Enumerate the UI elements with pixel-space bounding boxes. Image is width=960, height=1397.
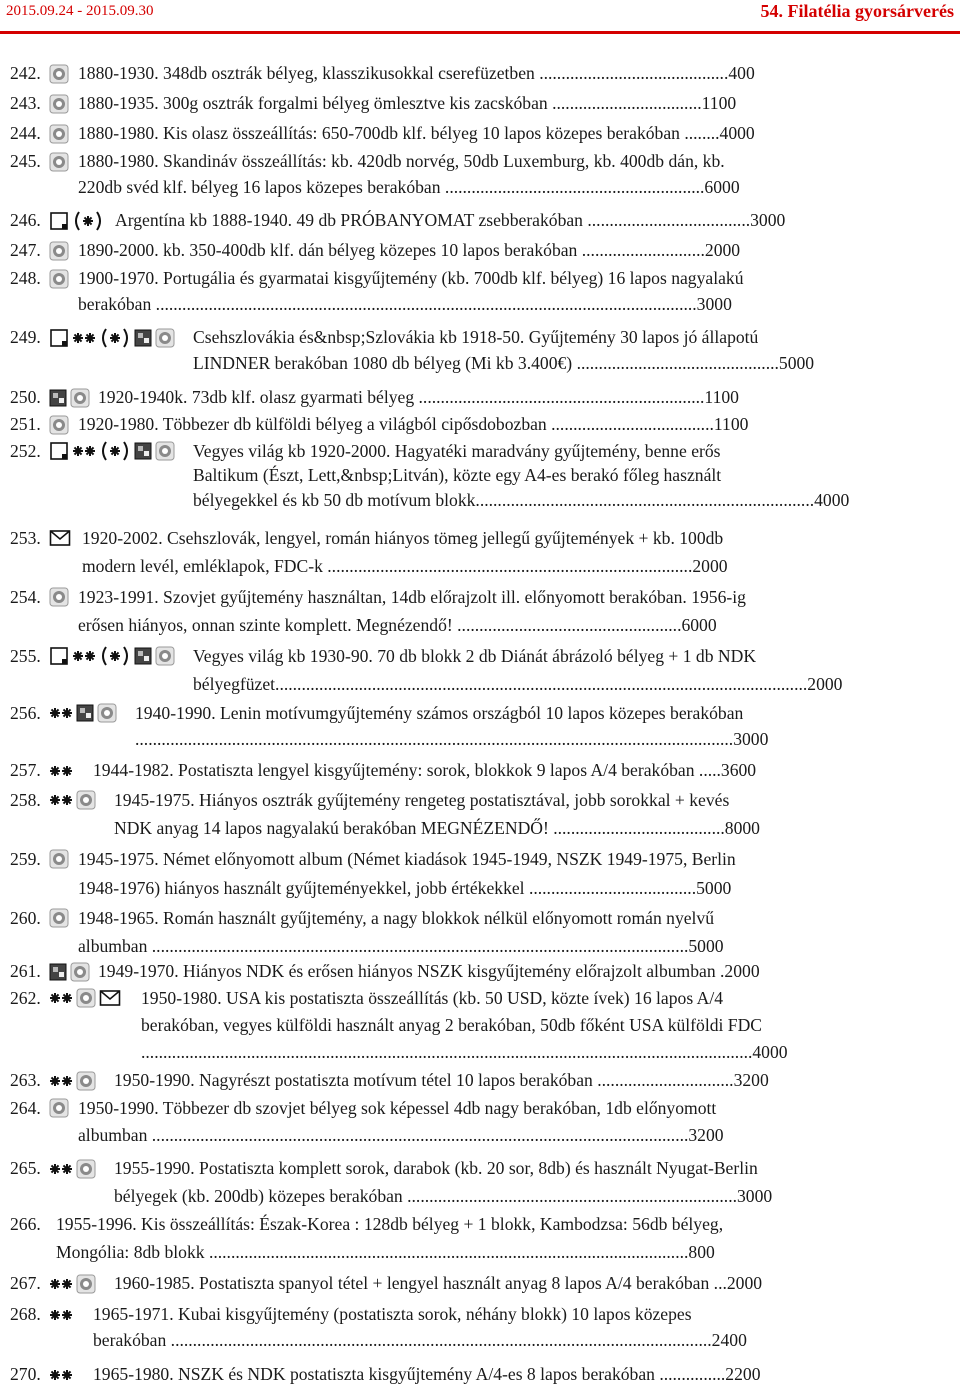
lot-icons xyxy=(49,642,175,671)
lot-description-line: Csehszlovákia és&nbsp;Szlovákia kb 1918-50. Gyűjtemény 30 lapos jó állapotú xyxy=(193,327,759,348)
lot-description-line: erősen hiányos, onnan szinte komplett. Megnézendő! ...................................................6000 xyxy=(78,615,717,636)
lot-description-line: berakóban ...........................................................................................................................2400 xyxy=(93,1329,747,1350)
lot-number: 242. xyxy=(10,63,41,84)
small-block-icon xyxy=(49,389,67,407)
lot-icons xyxy=(49,1095,69,1122)
used-stamp-icon xyxy=(49,849,69,869)
lot-description-line: 1944-1982. Postatiszta lengyel kisgyűjtemény: sorok, blokkok 9 lapos A/4 berakóban .....3600 xyxy=(93,760,757,781)
lot-description-line: bélyegekkel és kb 50 db motívum blokk.............................................................................4000 xyxy=(193,489,850,510)
lot-description-line: 1940-1990. Lenin motívumgyűjtemény számos országból 10 lapos közepes berakóban xyxy=(135,703,744,723)
star-in-brackets-icon xyxy=(99,645,131,667)
used-stamp-icon xyxy=(49,241,69,261)
lot-icons xyxy=(49,786,96,815)
lot-description-line: 1965-1971. Kubai kisgyűjtemény (postatiszta sorok, néhány blokk) 10 lapos közepes xyxy=(93,1304,692,1325)
lot-description-line: bélyegek (kb. 200db) közepes berakóban ...........................................................................3000 xyxy=(114,1185,773,1206)
block-icon xyxy=(49,441,69,461)
lot-description-line: 1880-1980. Skandináv összeállítás: kb. 420db norvég, 50db Luxemburg, kb. 400db dán, kb. xyxy=(78,151,725,172)
lot-description-line: ........................................................................................................................................3000 xyxy=(135,729,769,749)
lot-description-line: 1880-1930. 348db osztrák bélyeg, klasszikusokkal cserefüzetben ...........................................400 xyxy=(78,63,755,84)
lot-icons xyxy=(49,61,69,87)
used-stamp-icon xyxy=(49,64,69,84)
lot-description-line: 1920-1980. Többezer db külföldi bélyeg a világból cipősdobozban .....................................1100 xyxy=(78,414,749,435)
lot-number: 248. xyxy=(10,268,41,289)
lot-description-line: 1948-1965. Román használt gyűjtemény, a nagy blokkok nélkül előnyomott román nyelvű xyxy=(78,908,715,928)
lot-description-line: 1945-1975. Német előnyomott album (Német kiadások 1945-1949, NSZK 1949-1975, Berlin xyxy=(78,848,736,869)
lot-description-line: berakóban ...........................................................................................................................3000 xyxy=(78,293,732,314)
lot-description-line: ...........................................................................................................................................4000 xyxy=(141,1041,788,1062)
lot-number: 253. xyxy=(10,527,41,548)
lot-number: 265. xyxy=(10,1158,41,1179)
small-block-icon xyxy=(134,329,152,347)
small-block-icon xyxy=(49,963,67,981)
lot-icons xyxy=(49,1302,73,1328)
used-stamp-icon xyxy=(155,328,175,348)
lot-description-line: 1950-1980. USA kis postatiszta összeállítás (kb. 50 USD, közte ívek) 16 lapos A/4 xyxy=(141,987,724,1008)
lot-description-line: 1950-1990. Többezer db szovjet bélyeg sok képessel 4db nagy berakóban, 1db előnyomott xyxy=(78,1097,717,1118)
lot-number: 247. xyxy=(10,240,41,261)
lot-icons xyxy=(49,1068,96,1094)
used-stamp-icon xyxy=(49,124,69,144)
lot-description-line: 1948-1976) hiányos használt gyűjteményekkel, jobb értékekkel ......................................5000 xyxy=(78,877,732,898)
double-star-icon xyxy=(49,1274,73,1294)
lot-number: 256. xyxy=(10,703,41,723)
lot-description-line: 1965-1980. NSZK és NDK postatiszta kisgyűjtemény A/4-es 8 lapos berakóban ...............2200 xyxy=(93,1364,761,1385)
lot-number: 264. xyxy=(10,1097,41,1118)
lot-number: 243. xyxy=(10,93,41,114)
block-icon xyxy=(49,328,69,348)
lot-number: 258. xyxy=(10,789,41,810)
lot-icons xyxy=(49,121,69,147)
lot-icons xyxy=(49,439,175,464)
lot-number: 259. xyxy=(10,848,41,869)
lot-description-line: Vegyes világ kb 1930-90. 70 db blokk 2 db Diánát ábrázoló bélyeg + 1 db NDK xyxy=(193,645,757,666)
double-star-icon xyxy=(49,1305,73,1325)
lot-icons xyxy=(49,985,121,1012)
lot-icons xyxy=(49,845,69,874)
lot-icons xyxy=(49,524,71,553)
lot-description-line: berakóban, vegyes külföldi használt anyag 2 berakóban, 50db főként USA külföldi FDC xyxy=(141,1014,763,1035)
lot-icons xyxy=(49,700,117,726)
envelope-icon xyxy=(49,529,71,547)
lot-number: 251. xyxy=(10,414,41,435)
used-stamp-icon xyxy=(49,1098,69,1118)
lot-description-line: 1900-1970. Portugália és gyarmatai kisgyűjtemény (kb. 700db klf. bélyeg) 16 lapos nagyalakú xyxy=(78,268,744,289)
used-stamp-icon xyxy=(76,1071,96,1091)
lot-icons xyxy=(49,91,69,117)
star-in-brackets-icon xyxy=(99,440,131,462)
lot-number: 244. xyxy=(10,123,41,144)
used-stamp-icon xyxy=(76,988,96,1008)
lot-number: 267. xyxy=(10,1273,41,1294)
lot-description-line: NDK anyag 14 lapos nagyalakú berakóban MEGNÉZENDŐ! .......................................8000 xyxy=(114,818,760,839)
lot-number: 254. xyxy=(10,586,41,607)
lot-description-line: 1920-2002. Csehszlovák, lengyel, román hiányos tömeg jellegű gyűjtemények + kb. 100db xyxy=(82,527,724,548)
double-star-icon xyxy=(72,328,96,348)
double-star-icon xyxy=(49,1071,73,1091)
star-in-brackets-icon xyxy=(72,210,104,232)
lot-description-line: 1920-1940k. 73db klf. olasz gyarmati bélyeg .................................................................1100 xyxy=(98,387,739,408)
double-star-icon xyxy=(72,646,96,666)
lot-icons xyxy=(49,208,104,234)
block-icon xyxy=(49,646,69,666)
lot-number: 270. xyxy=(10,1364,41,1385)
lot-icons xyxy=(49,266,69,292)
lot-description-line: 1923-1991. Szovjet gyűjtemény használtan, 14db előrajzolt ill. előnyomott berakóban. 1956-ig xyxy=(78,586,746,607)
used-stamp-icon xyxy=(70,388,90,408)
lot-description-line: Baltikum (Észt, Lett,&nbsp;Litván), közte egy A4-es berakó főleg használt xyxy=(193,465,722,486)
header-divider xyxy=(0,31,960,34)
double-star-icon xyxy=(49,1159,73,1179)
lot-description-line: 1880-1935. 300g osztrák forgalmi bélyeg ömlesztve kis zacskóban ..................................1100 xyxy=(78,93,737,114)
lot-description-line: Argentína kb 1888-1940. 49 db PRÓBANYOMAT zsebberakóban .....................................3000 xyxy=(115,210,786,231)
block-icon xyxy=(49,211,69,231)
lot-number: 257. xyxy=(10,760,41,781)
lot-icons xyxy=(49,149,69,175)
lot-icons xyxy=(49,583,69,612)
lot-icons xyxy=(49,1155,96,1183)
lot-icons xyxy=(49,1362,73,1388)
double-star-icon xyxy=(49,988,73,1008)
double-star-icon xyxy=(49,790,73,810)
lot-icons xyxy=(49,238,69,264)
lot-icons xyxy=(49,1271,96,1297)
lot-icons xyxy=(49,385,90,411)
lot-description-line: 1955-1996. Kis összeállítás: Észak-Korea : 128db bélyeg + 1 blokk, Kambodzsa: 56db bélyeg, xyxy=(56,1214,724,1235)
used-stamp-icon xyxy=(49,587,69,607)
lot-number: 252. xyxy=(10,440,41,461)
lot-number: 262. xyxy=(10,987,41,1008)
lot-number: 250. xyxy=(10,387,41,408)
lot-icons xyxy=(49,758,73,784)
lot-number: 260. xyxy=(10,908,41,928)
lot-description-line: bélyegfüzet.........................................................................................................................2000 xyxy=(193,674,843,695)
lot-number: 245. xyxy=(10,151,41,172)
lot-icons xyxy=(49,325,175,351)
lot-number: 263. xyxy=(10,1070,41,1091)
lot-description-line: modern levél, emléklapok, FDC-k ...................................................................................2000 xyxy=(82,556,728,577)
lot-description-line: 1950-1990. Nagyrészt postatiszta motívum tétel 10 lapos berakóban ...............................3200 xyxy=(114,1070,769,1091)
used-stamp-icon xyxy=(155,441,175,461)
used-stamp-icon xyxy=(49,269,69,289)
lot-description-line: Vegyes világ kb 1920-2000. Hagyatéki maradvány gyűjtemény, benne erős xyxy=(193,440,721,461)
used-stamp-icon xyxy=(155,646,175,666)
lot-number: 255. xyxy=(10,645,41,666)
used-stamp-icon xyxy=(49,908,69,928)
lot-description-line: 220db svéd klf. bélyeg 16 lapos közepes berakóban ...........................................................6000 xyxy=(78,176,740,197)
used-stamp-icon xyxy=(49,94,69,114)
lot-description-line: 1955-1990. Postatiszta komplett sorok, darabok (kb. 20 sor, 8db) és használt Nyugat-Berlin xyxy=(114,1158,758,1179)
lot-number: 249. xyxy=(10,327,41,348)
lot-icons xyxy=(49,904,69,932)
star-in-brackets-icon xyxy=(99,327,131,349)
lot-number: 261. xyxy=(10,961,41,982)
lot-description-line: Mongólia: 8db blokk .............................................................................................................800 xyxy=(56,1241,715,1262)
header-date-range: 2015.09.24 - 2015.09.30 xyxy=(6,3,154,19)
used-stamp-icon xyxy=(49,415,69,435)
lot-description-line: 1960-1985. Postatiszta spanyol tétel + lengyel használt anyag 8 lapos A/4 berakóban ...2000 xyxy=(114,1273,763,1294)
lot-description-line: albumban ..........................................................................................................................3200 xyxy=(78,1124,724,1145)
envelope-icon xyxy=(99,989,121,1007)
used-stamp-icon xyxy=(76,1159,96,1179)
small-block-icon xyxy=(134,647,152,665)
used-stamp-icon xyxy=(76,790,96,810)
lot-description-line: LINDNER berakóban 1080 db bélyeg (Mi kb 3.400€) ..............................................5000 xyxy=(193,352,815,373)
lot-description-line: 1949-1970. Hiányos NDK és erősen hiányos NSZK kisgyűjtemény előrajzolt albumban .2000 xyxy=(98,961,760,982)
double-star-icon xyxy=(49,703,73,723)
lot-number: 268. xyxy=(10,1304,41,1325)
double-star-icon xyxy=(49,1365,73,1385)
lot-icons xyxy=(49,959,90,985)
lot-description-line: 1890-2000. kb. 350-400db klf. dán bélyeg közepes 10 lapos berakóban ............................2000 xyxy=(78,240,741,261)
page-title: 54. Filatélia gyorsárverés xyxy=(760,1,954,21)
double-star-icon xyxy=(49,761,73,781)
used-stamp-icon xyxy=(97,703,117,723)
lot-description-line: 1880-1980. Kis olasz összeállítás: 650-700db klf. bélyeg 10 lapos közepes berakóban ........4000 xyxy=(78,123,755,144)
used-stamp-icon xyxy=(76,1274,96,1294)
lot-description-line: 1945-1975. Hiányos osztrák gyűjtemény rengeteg postatisztával, jobb sorokkal + kevés xyxy=(114,789,730,810)
used-stamp-icon xyxy=(49,152,69,172)
double-star-icon xyxy=(72,441,96,461)
small-block-icon xyxy=(134,442,152,460)
lot-description-line: albumban ..........................................................................................................................5000 xyxy=(78,936,724,956)
lot-number: 266. xyxy=(10,1214,41,1235)
used-stamp-icon xyxy=(70,962,90,982)
lot-number: 246. xyxy=(10,210,41,231)
lot-icons xyxy=(49,412,69,438)
small-block-icon xyxy=(76,704,94,722)
